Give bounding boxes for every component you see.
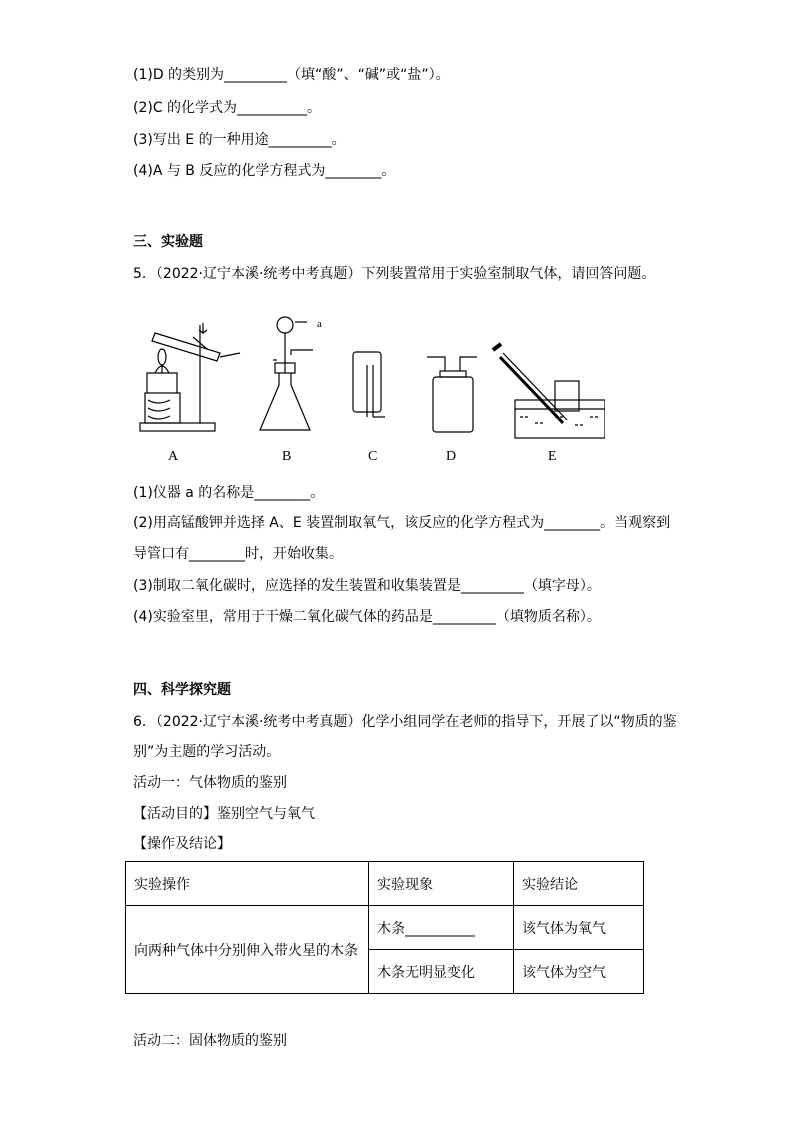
label-a: A	[168, 449, 179, 464]
cell-conclusion-2: 该气体为空气	[514, 950, 644, 994]
cell-phenomenon-1: 木条__________	[369, 906, 514, 950]
q5-item-3: (3)制取二氧化碳时，应选择的发生装置和收集装置是_________（填字母）。	[133, 578, 601, 594]
operation-heading: 【操作及结论】	[133, 836, 231, 852]
activity-1-title: 活动一：气体物质的鉴别	[133, 775, 287, 791]
q4-item-3: (3)写出 E 的一种用途_________。	[133, 132, 346, 148]
activity-2-title: 活动二：固体物质的鉴别	[133, 1033, 287, 1049]
annotation-a: a	[317, 318, 322, 330]
q5-stem: 5．（2022·辽宁本溪·统考中考真题）下列装置常用于实验室制取气体，请回答问题。	[133, 266, 656, 282]
table-header-row	[126, 862, 644, 906]
q6-stem-line2: 别”为主题的学习活动。	[133, 744, 281, 760]
apparatus-d	[427, 357, 477, 432]
cell-operation: 向两种气体中分别伸入带火星的木条	[126, 906, 369, 994]
section-title-experiment: 三、实验题	[133, 234, 203, 250]
apparatus-b	[260, 317, 313, 430]
q5-item-1: (1)仪器 a 的名称是________。	[133, 485, 325, 501]
q4-item-4: (4)A 与 B 反应的化学方程式为________。	[133, 163, 396, 179]
label-b: B	[282, 449, 292, 464]
label-d: D	[446, 449, 457, 464]
header-conclusion: 实验结论	[514, 862, 644, 906]
cell-conclusion-1: 该气体为氧气	[514, 906, 644, 950]
q5-item-4: (4)实验室里，常用于干燥二氧化碳气体的药品是_________（填物质名称）。	[133, 609, 601, 625]
apparatus-c	[353, 352, 385, 417]
header-operation: 实验操作	[126, 862, 369, 906]
q4-item-1: (1)D 的类别为_________（填“酸”、“碱”或“盐”）。	[133, 67, 450, 83]
cell-phenomenon-2: 木条无明显变化	[369, 950, 514, 994]
table-row	[126, 906, 644, 950]
q5-item-2-cont: 导管口有________时，开始收集。	[133, 546, 343, 562]
section-title-inquiry: 四、科学探究题	[133, 682, 231, 698]
q4-item-2: (2)C 的化学式为__________。	[133, 100, 322, 116]
apparatus-e	[493, 344, 605, 438]
q6-stem-line1: 6．（2022·辽宁本溪·统考中考真题）化学小组同学在老师的指导下，开展了以“物质的鉴	[133, 714, 677, 730]
header-phenomenon: 实验现象	[369, 862, 514, 906]
experiment-table	[125, 861, 644, 994]
label-e: E	[548, 449, 557, 464]
q5-item-2: (2)用高锰酸钾并选择 A、E 装置制取氧气，该反应的化学方程式为________。当观察到	[133, 515, 671, 531]
label-c: C	[368, 449, 378, 464]
activity-purpose: 【活动目的】鉴别空气与氧气	[133, 806, 315, 822]
apparatus-a	[140, 323, 240, 431]
apparatus-figure	[135, 305, 605, 470]
